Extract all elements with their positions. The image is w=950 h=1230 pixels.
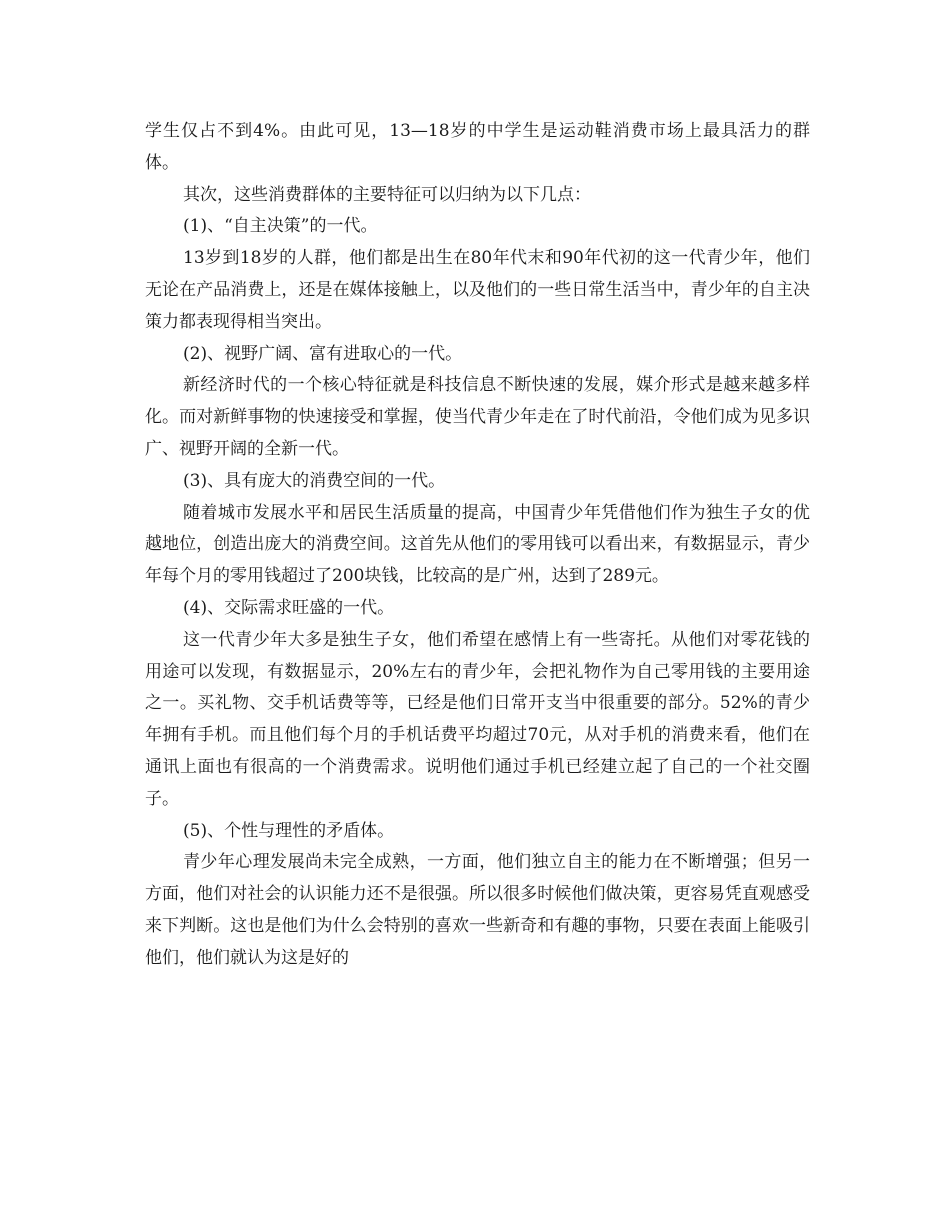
section-heading-1: (1)、“自主决策”的一代。 — [183, 216, 378, 237]
section-heading-5: (5)、个性与理性的矛盾体。 — [183, 820, 395, 841]
paragraph-continuation: 学生仅占不到4%。由此可见，13—18岁的中学生是运动鞋消费市场上最具活力的群体。 — [145, 121, 810, 173]
paragraph-section-3: 随着城市发展水平和居民生活质量的提高，中国青少年凭借他们作为独生子女的优越地位，创造出庞大的消费空间。这首先从他们的零用钱可以看出来，有数据显示，青少年每个月的零用钱超过了200块钱，比较高的是广州，达到了289元。 — [145, 502, 810, 587]
paragraph-intro: 其次，这些消费群体的主要特征可以归纳为以下几点： — [183, 184, 591, 205]
section-heading-4: (4)、交际需求旺盛的一代。 — [183, 597, 395, 618]
paragraph-section-1: 13岁到18岁的人群，他们都是出生在80年代末和90年代初的这一代青少年，他们无论在产品消费上，还是在媒体接触上，以及他们的一些日常生活当中，青少年的自主决策力都表现得相当突出。 — [145, 248, 810, 332]
paragraph-section-2: 新经济时代的一个核心特征就是科技信息不断快速的发展，媒介形式是越来越多样化。而对新鲜事物的快速接受和掌握，使当代青少年走在了时代前沿，令他们成为见多识广、视野开阔的全新一代。 — [145, 375, 810, 459]
section-heading-3: (3)、具有庞大的消费空间的一代。 — [183, 470, 446, 491]
section-heading-2: (2)、视野广阔、富有进取心的一代。 — [183, 343, 463, 364]
document-body — [145, 116, 810, 975]
paragraph-section-5: 青少年心理发展尚未完全成熟，一方面，他们独立自主的能力在不断增强；但另一方面，他们对社会的认识能力还不是很强。所以很多时候他们做决策，更容易凭直观感受来下判断。这也是他们为什么会特别的喜欢一些新奇和有趣的事物，只要在表面上能吸引他们，他们就认为这是好的 — [145, 852, 810, 968]
paragraph-section-4: 这一代青少年大多是独生子女，他们希望在感情上有一些寄托。从他们对零花钱的用途可以发现，有数据显示，20%左右的青少年，会把礼物作为自己零用钱的主要用途之一。买礼物、交手机话费等等，已经是他们日常开支当中很重要的部分。52%的青少年拥有手机。而且他们每个月的手机话费平均超过70元，从对手机的消费来看，他们在通讯上面也有很高的一个消费需求。说明他们通过手机已经建立起了自己的一个社交圈子。 — [145, 629, 810, 809]
